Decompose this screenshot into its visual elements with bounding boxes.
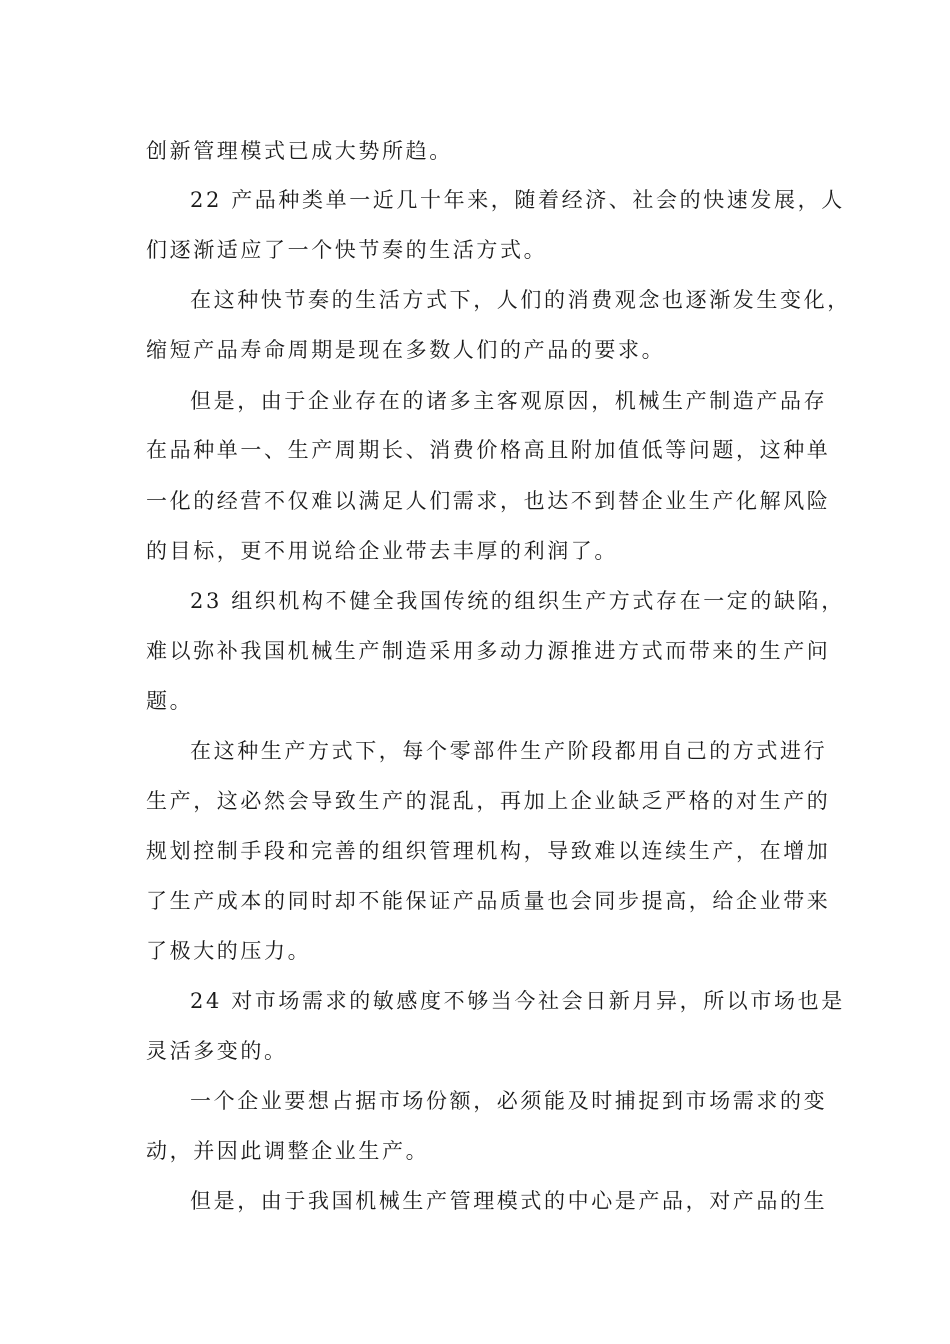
paragraph-start-line: 但是，由于我国机械生产管理模式的中心是产品，对产品的生	[190, 1189, 828, 1213]
text-line: 了极大的压力。	[146, 939, 312, 963]
text-line: 难以弥补我国机械生产制造采用多动力源推进方式而带来的生产问	[146, 639, 831, 663]
text-line: 们逐渐适应了一个快节奏的生活方式。	[146, 238, 548, 262]
paragraph-start-line: 23 组织机构不健全我国传统的组织生产方式存在一定的缺陷，	[190, 589, 845, 613]
paragraph-start-line: 22 产品种类单一近几十年来，随着经济、社会的快速发展，人	[190, 188, 845, 212]
paragraph-start-line: 在这种生产方式下，每个零部件生产阶段都用自己的方式进行	[190, 739, 828, 763]
text-line: 题。	[146, 689, 194, 713]
text-line: 在品种单一、生产周期长、消费价格高且附加值低等问题，这种单	[146, 438, 831, 462]
text-line: 生产，这必然会导致生产的混乱，再加上企业缺乏严格的对生产的	[146, 789, 831, 813]
text-line: 一化的经营不仅难以满足人们需求，也达不到替企业生产化解风险	[146, 489, 831, 513]
text-line: 动，并因此调整企业生产。	[146, 1139, 430, 1163]
text-line: 灵活多变的。	[146, 1039, 288, 1063]
text-line: 的目标，更不用说给企业带去丰厚的利润了。	[146, 539, 618, 563]
text-line: 创新管理模式已成大势所趋。	[146, 139, 453, 163]
text-line: 了生产成本的同时却不能保证产品质量也会同步提高，给企业带来	[146, 889, 831, 913]
paragraph-start-line: 一个企业要想占据市场份额，必须能及时捕捉到市场需求的变	[190, 1089, 828, 1113]
paragraph-start-line: 在这种快节奏的生活方式下，人们的消费观念也逐渐发生变化，	[190, 288, 851, 312]
paragraph-start-line: 但是，由于企业存在的诸多主客观原因，机械生产制造产品存	[190, 389, 828, 413]
text-line: 规划控制手段和完善的组织管理机构，导致难以连续生产，在增加	[146, 839, 831, 863]
text-line: 缩短产品寿命周期是现在多数人们的产品的要求。	[146, 338, 666, 362]
paragraph-start-line: 24 对市场需求的敏感度不够当今社会日新月异，所以市场也是	[190, 989, 845, 1013]
